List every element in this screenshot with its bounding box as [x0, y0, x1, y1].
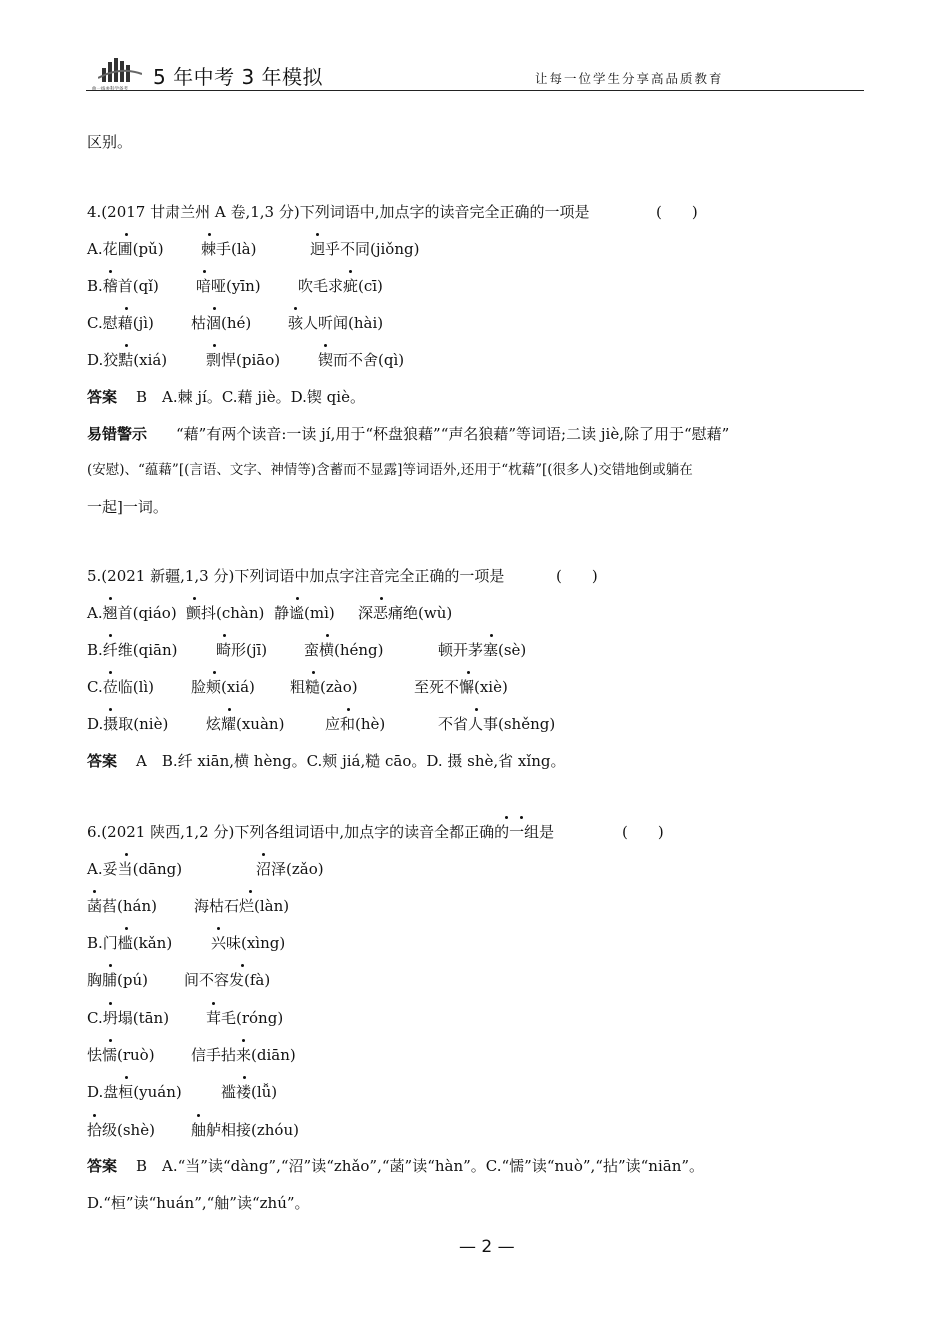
q5-option-d-1: D.摄取(niè): [87, 715, 169, 733]
q6-c-row2-1: 怯懦(ruò): [87, 1046, 155, 1064]
q6-answer-line-1: B A.“当”读“dàng”,“沼”读“zhǎo”,“菡”读“hàn”。C.“懦”读“nuò”,“拈”读“niān”。: [136, 1157, 705, 1175]
q4-option-b-1: B.稽首(qǐ): [87, 277, 159, 295]
emphasis-dot: [109, 671, 112, 674]
emphasis-dot: [475, 708, 478, 711]
emphasis-dot: [109, 1039, 112, 1042]
q6-d-row1-2: 褴褛(lǚ): [221, 1083, 278, 1101]
emphasis-dot: [109, 964, 112, 967]
q5-option-c-2: 脸颊(xiá): [191, 678, 255, 696]
emphasis-dot: [217, 927, 220, 930]
emphasis-dot: [125, 344, 128, 347]
q5-option-c-3: 粗糙(zào): [290, 678, 358, 696]
emphasis-dot: [324, 344, 327, 347]
q5-option-b-2: 畸形(jī): [216, 641, 268, 659]
q4-option-d-1: D.狡黠(xiá): [87, 351, 168, 369]
q6-c-row1-1: C.坍塌(tān): [87, 1009, 170, 1027]
q4-option-c-2: 枯涸(hé): [191, 314, 252, 332]
header-rule: [86, 90, 864, 91]
q4-option-b-3: 吹毛求疵(cī): [298, 277, 383, 295]
emphasis-dot: [349, 270, 352, 273]
logo-caption: 曲一线®科学备考: [92, 87, 128, 92]
emphasis-dot: [125, 307, 128, 310]
q4-warning-label: 易错警示: [87, 425, 148, 443]
emphasis-dot: [125, 1076, 128, 1079]
q5-option-b-1: B.纤维(qiān): [87, 641, 178, 659]
header-title: 5 年中考 3 年模拟: [153, 65, 324, 89]
q4-option-a-1: A.花圃(pǔ): [87, 240, 164, 258]
q4-warning-line-1: “藉”有两个读音:一读 jí,用于“杯盘狼藉”“声名狼藉”等词语;二读 jiè,除了用于“慰藉”: [176, 425, 730, 443]
q6-answer-line-2: D.“桓”读“huán”,“舳”读“zhú”。: [87, 1194, 310, 1212]
q5-paren: ( ): [556, 567, 598, 585]
emphasis-dot: [242, 1039, 245, 1042]
emphasis-dot: [223, 634, 226, 637]
header-slogan: 让每一位学生分享高品质教育: [535, 71, 724, 86]
emphasis-dot: [520, 816, 523, 819]
q5-option-c-1: C.莅临(lì): [87, 678, 155, 696]
emphasis-dot: [326, 634, 329, 637]
q4-option-a-3: 迥乎不同(jiǒng): [310, 240, 420, 258]
emphasis-dot: [109, 270, 112, 273]
q6-c-row2-2: 信手拈来(diān): [191, 1046, 296, 1064]
q4-warning-line-3: 一起]一词。: [87, 498, 168, 516]
emphasis-dot: [294, 307, 297, 310]
emphasis-dot: [228, 708, 231, 711]
q4-paren: ( ): [656, 203, 698, 221]
emphasis-dot: [125, 233, 128, 236]
q4-option-d-2: 剽悍(piāo): [206, 351, 281, 369]
emphasis-dot: [208, 233, 211, 236]
emphasis-dot: [467, 671, 470, 674]
emphasis-dot: [109, 634, 112, 637]
intro-text: 区别。: [87, 133, 133, 151]
emphasis-dot: [109, 708, 112, 711]
q5-option-b-3: 蛮横(héng): [304, 641, 384, 659]
emphasis-dot: [347, 708, 350, 711]
emphasis-dot: [213, 671, 216, 674]
q5-answer-label: 答案: [87, 752, 118, 770]
emphasis-dot: [490, 634, 493, 637]
logo-icon: [98, 56, 142, 86]
q5-option-a-1: A.翘首(qiáo): [87, 604, 177, 622]
q5-option-a-3: 静谧(mì): [274, 604, 335, 622]
emphasis-dot: [312, 671, 315, 674]
q6-b-row1-1: B.门槛(kǎn): [87, 934, 173, 952]
q5-stem: 5.(2021 新疆,1,3 分)下列词语中加点字注音完全正确的一项是: [87, 567, 505, 585]
emphasis-dot: [213, 307, 216, 310]
q5-option-c-4: 至死不懈(xiè): [414, 678, 508, 696]
emphasis-dot: [109, 1002, 112, 1005]
q4-answer-label: 答案: [87, 388, 118, 406]
q6-a-row1-1: A.妥当(dāng): [87, 860, 183, 878]
emphasis-dot: [262, 853, 265, 856]
q4-option-a-2: 棘手(là): [201, 240, 257, 258]
emphasis-dot: [213, 344, 216, 347]
q4-option-d-3: 锲而不舍(qì): [318, 351, 405, 369]
emphasis-dot: [241, 964, 244, 967]
emphasis-dot: [197, 1114, 200, 1117]
emphasis-dot: [203, 270, 206, 273]
emphasis-dot: [296, 597, 299, 600]
emphasis-dot: [125, 927, 128, 930]
page-number: — 2 —: [459, 1237, 515, 1257]
emphasis-dot: [125, 853, 128, 856]
emphasis-dot: [212, 1002, 215, 1005]
q5-option-b-4: 顿开茅塞(sè): [438, 641, 527, 659]
q6-c-row1-2: 茸毛(róng): [206, 1009, 284, 1027]
q4-stem: 4.(2017 甘肃兰州 A 卷,1,3 分)下列词语中,加点字的读音完全正确的一项是: [87, 203, 590, 221]
q5-option-d-4: 不省人事(shěng): [438, 715, 556, 733]
q6-paren: ( ): [622, 823, 664, 841]
q4-option-c-3: 骇人听闻(hài): [288, 314, 384, 332]
q4-option-c-1: C.慰藉(jì): [87, 314, 154, 332]
emphasis-dot: [505, 816, 508, 819]
emphasis-dot: [109, 597, 112, 600]
emphasis-dot: [93, 1114, 96, 1117]
q6-b-row1-2: 兴味(xìng): [211, 934, 286, 952]
q6-d-row2-2: 舳舻相接(zhóu): [191, 1121, 299, 1139]
q4-warning-line-2: (安慰)、“蕴藉”[(言语、文字、神情等)含蓄而不显露]等词语外,还用于“枕藉”[(很多人)交错地倒或躺在: [87, 462, 693, 478]
q4-option-b-2: 喑哑(yīn): [196, 277, 261, 295]
q6-b-row2-1: 胸脯(pú): [87, 971, 148, 989]
q5-option-a-2: 颤抖(chàn): [186, 604, 265, 622]
q6-a-row2-1: 菡萏(hán): [87, 897, 157, 915]
q5-answer-text: A B.纤 xiān,横 hèng。C.颊 jiá,糙 cāo。D. 摄 shè,省 xǐng。: [136, 752, 566, 770]
q6-a-row2-2: 海枯石烂(làn): [194, 897, 290, 915]
q5-option-d-3: 应和(hè): [325, 715, 386, 733]
q6-d-row1-1: D.盘桓(yuán): [87, 1083, 182, 1101]
q5-option-a-4: 深恶痛绝(wù): [358, 604, 453, 622]
q6-b-row2-2: 间不容发(fà): [184, 971, 271, 989]
emphasis-dot: [249, 890, 252, 893]
emphasis-dot: [93, 890, 96, 893]
q6-a-row1-2: 沼泽(zǎo): [256, 860, 324, 878]
emphasis-dot: [193, 597, 196, 600]
q5-option-d-2: 炫耀(xuàn): [206, 715, 285, 733]
emphasis-dot: [316, 233, 319, 236]
q6-stem: 6.(2021 陕西,1,2 分)下列各组词语中,加点字的读音全都正确的一组是: [87, 823, 555, 841]
q6-d-row2-1: 拾级(shè): [87, 1121, 155, 1139]
q4-answer-text: B A.棘 jí。C.藉 jiè。D.锲 qiè。: [136, 388, 365, 406]
q6-answer-label: 答案: [87, 1157, 118, 1175]
emphasis-dot: [243, 1076, 246, 1079]
emphasis-dot: [380, 597, 383, 600]
